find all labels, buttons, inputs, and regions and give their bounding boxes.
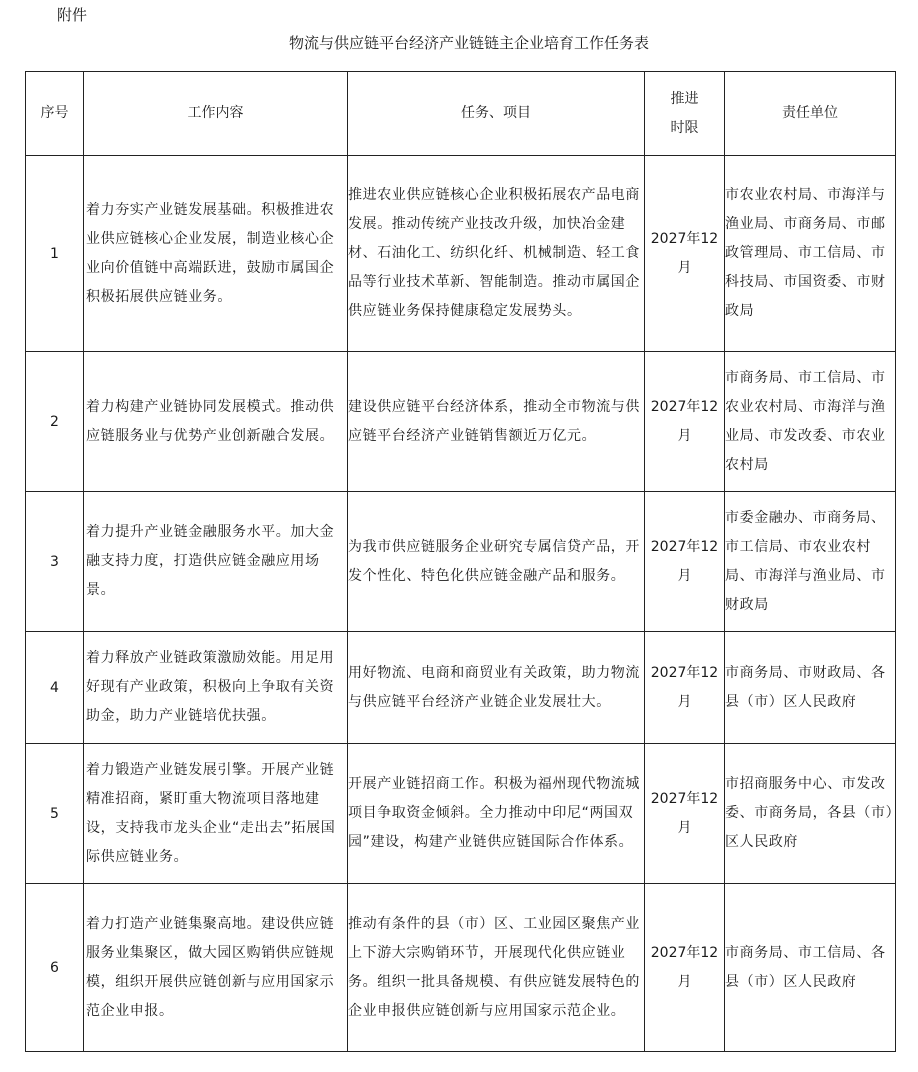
row-deadline-cell [645, 632, 725, 744]
row-content: 着力夯实产业链发展基础。积极推进农业供应链核心企业发展，制造业核心企业向价值链中高端跃进，鼓励市属国企积极拓展供应链业务。 [84, 156, 348, 352]
row-deadline: 2027年12月 [650, 230, 719, 276]
table-row [26, 884, 896, 1052]
row-deadline-cell [645, 884, 725, 1052]
row-task: 建设供应链平台经济体系，推动全市物流与供应链平台经济产业链销售额近万亿元。 [348, 352, 645, 492]
row-deadline-cell [645, 744, 725, 884]
row-deadline-cell [645, 156, 725, 352]
row-content: 着力打造产业链集聚高地。建设供应链服务业集聚区，做大园区购销供应链规模，组织开展供应链创新与应用国家示范企业申报。 [84, 884, 348, 1052]
row-content: 着力释放产业链政策激励效能。用足用好现有产业政策，积极向上争取有关资助金，助力产业链培优扶强。 [84, 632, 348, 744]
row-task: 为我市供应链服务企业研究专属信贷产品，开发个性化、特色化供应链金融产品和服务。 [348, 492, 645, 632]
table-row [26, 156, 896, 352]
row-deadline: 2027年12月 [650, 398, 719, 444]
task-table [25, 71, 896, 1052]
table-row [26, 632, 896, 744]
table-header-row [26, 72, 896, 156]
page-title: 物流与供应链平台经济产业链链主企业培育工作任务表 [288, 34, 649, 52]
row-index: 3 [26, 492, 84, 632]
row-content: 着力提升产业链金融服务水平。加大金融支持力度，打造供应链金融应用场景。 [84, 492, 348, 632]
row-deadline: 2027年12月 [650, 664, 719, 710]
row-task: 推进农业供应链核心企业积极拓展农产品电商发展。推动传统产业技改升级，加快冶金建材、石油化工、纺织化纤、机械制造、轻工食品等行业技术革新、智能制造。推动市属国企供应链业务保持健康稳定发展势头。 [348, 156, 645, 352]
header-deadline-line1: 推进 [670, 90, 699, 107]
attachment-label: 附件 [57, 6, 88, 24]
header-dept: 责任单位 [725, 72, 896, 156]
row-deadline-cell [645, 492, 725, 632]
table-row [26, 744, 896, 884]
header-index: 序号 [26, 72, 84, 156]
header-task: 任务、项目 [348, 72, 645, 156]
table-row [26, 492, 896, 632]
row-content: 着力构建产业链协同发展模式。推动供应链服务业与优势产业创新融合发展。 [84, 352, 348, 492]
row-content: 着力锻造产业链发展引擎。开展产业链精准招商，紧盯重大物流项目落地建设，支持我市龙头企业“走出去”拓展国际供应链业务。 [84, 744, 348, 884]
row-dept: 市商务局、市工信局、各县（市）区人民政府 [725, 884, 896, 1052]
row-dept: 市委金融办、市商务局、市工信局、市农业农村局、市海洋与渔业局、市财政局 [725, 492, 896, 632]
row-task: 推动有条件的县（市）区、工业园区聚焦产业上下游大宗购销环节，开展现代化供应链业务。组织一批具备规模、有供应链发展特色的企业申报供应链创新与应用国家示范企业。 [348, 884, 645, 1052]
header-content: 工作内容 [84, 72, 348, 156]
row-task: 用好物流、电商和商贸业有关政策，助力物流与供应链平台经济产业链企业发展壮大。 [348, 632, 645, 744]
header-deadline-line2: 时限 [670, 119, 699, 136]
row-deadline-cell [645, 352, 725, 492]
row-index: 6 [26, 884, 84, 1052]
header-deadline [645, 72, 725, 156]
row-index: 4 [26, 632, 84, 744]
row-deadline: 2027年12月 [650, 538, 719, 584]
row-index: 1 [26, 156, 84, 352]
row-deadline: 2027年12月 [650, 944, 719, 990]
row-index: 5 [26, 744, 84, 884]
row-dept: 市商务局、市工信局、市农业农村局、市海洋与渔业局、市发改委、市农业农村局 [725, 352, 896, 492]
row-dept: 市招商服务中心、市发改委、市商务局，各县（市）区人民政府 [725, 744, 896, 884]
table-row [26, 352, 896, 492]
row-deadline: 2027年12月 [650, 790, 719, 836]
row-dept: 市农业农村局、市海洋与渔业局、市商务局、市邮政管理局、市工信局、市科技局、市国资委、市财政局 [725, 156, 896, 352]
row-index: 2 [26, 352, 84, 492]
row-dept: 市商务局、市财政局、各县（市）区人民政府 [725, 632, 896, 744]
row-task: 开展产业链招商工作。积极为福州现代物流城项目争取资金倾斜。全力推动中印尼“两国双园”建设，构建产业链供应链国际合作体系。 [348, 744, 645, 884]
